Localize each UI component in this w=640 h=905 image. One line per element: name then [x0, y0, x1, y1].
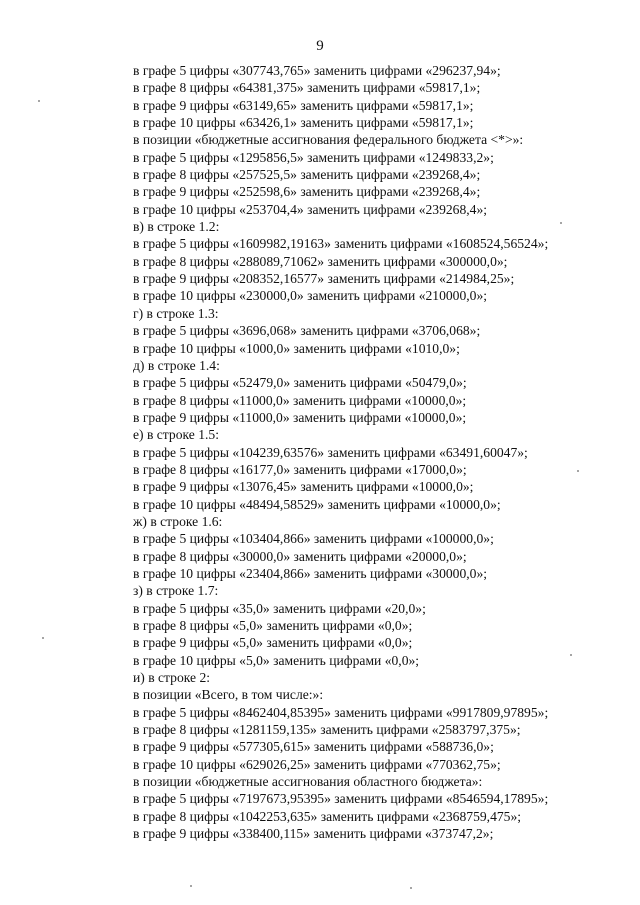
text-line: в графе 9 цифры «63149,65» заменить цифрами «59817,1»; [133, 97, 474, 113]
text-line: в графе 8 цифры «1042253,635» заменить цифрами «2368759,475»; [133, 808, 522, 824]
text-line: в графе 9 цифры «13076,45» заменить цифрами «10000,0»; [133, 479, 474, 495]
text-line: в графе 8 цифры «257525,5» заменить цифрами «239268,4»; [133, 167, 481, 183]
text-line: в графе 8 цифры «64381,375» заменить цифрами «59817,1»; [133, 80, 481, 96]
text-line: в графе 9 цифры «338400,115» заменить цифрами «373747,2»; [133, 826, 494, 842]
text-line: в графе 5 цифры «3696,068» заменить цифрами «3706,068»; [133, 323, 481, 339]
text-line: в графе 10 цифры «63426,1» заменить цифрами «59817,1»; [133, 115, 474, 131]
text-line: в графе 10 цифры «5,0» заменить цифрами «0,0»; [133, 652, 420, 668]
text-line: в графе 5 цифры «52479,0» заменить цифрами «50479,0»; [133, 375, 467, 391]
document-body [133, 62, 613, 842]
text-line: в графе 8 цифры «16177,0» заменить цифрами «17000,0»; [133, 461, 467, 477]
text-line: в графе 5 цифры «8462404,85395» заменить цифрами «9917809,97895»; [133, 704, 549, 720]
text-line: в графе 5 цифры «1609982,19163» заменить цифрами «1608524,56524»; [133, 236, 549, 252]
text-line: в графе 10 цифры «230000,0» заменить цифрами «210000,0»; [133, 288, 488, 304]
text-line: в графе 5 цифры «307743,765» заменить цифрами «296237,94»; [133, 63, 501, 78]
text-line: е) в строке 1.5: [133, 427, 219, 443]
text-line: ж) в строке 1.6: [133, 513, 223, 529]
scan-speck [577, 470, 579, 472]
text-line: в графе 9 цифры «252598,6» заменить цифрами «239268,4»; [133, 184, 481, 200]
scan-speck [42, 637, 44, 639]
scan-speck [190, 885, 192, 887]
text-line: в графе 9 цифры «5,0» заменить цифрами «0,0»; [133, 635, 413, 651]
text-line: в позиции «бюджетные ассигнования областного бюджета»: [133, 774, 483, 790]
text-line: г) в строке 1.3: [133, 305, 219, 321]
text-line: д) в строке 1.4: [133, 357, 220, 373]
text-line: в графе 5 цифры «7197673,95395» заменить цифрами «8546594,17895»; [133, 791, 549, 807]
text-line: в графе 10 цифры «23404,866» заменить цифрами «30000,0»; [133, 565, 488, 581]
scan-speck [570, 654, 572, 656]
text-line: в позиции «бюджетные ассигнования федерального бюджета <*>»: [133, 132, 524, 148]
text-line: в графе 8 цифры «5,0» заменить цифрами «0,0»; [133, 618, 413, 633]
text-line: в графе 8 цифры «30000,0» заменить цифрами «20000,0»; [133, 548, 467, 564]
page-number: 9 [316, 38, 324, 54]
text-line: в графе 10 цифры «48494,58529» заменить цифрами «10000,0»; [133, 496, 501, 512]
text-line: з) в строке 1.7: [133, 583, 219, 599]
text-line: в графе 5 цифры «1295856,5» заменить цифрами «1249833,2»; [133, 149, 494, 165]
text-line: в графе 9 цифры «11000,0» заменить цифрами «10000,0»; [133, 409, 467, 425]
scan-speck [560, 222, 562, 224]
text-line: и) в строке 2: [133, 670, 211, 686]
text-line: в графе 8 цифры «1281159,135» заменить цифрами «2583797,375»; [133, 722, 521, 738]
text-line: в графе 10 цифры «1000,0» заменить цифрами «1010,0»; [133, 340, 460, 356]
text-line: в графе 8 цифры «11000,0» заменить цифрами «10000,0»; [133, 392, 467, 408]
text-line: в графе 5 цифры «35,0» заменить цифрами «20,0»; [133, 600, 426, 616]
text-line: в графе 10 цифры «253704,4» заменить цифрами «239268,4»; [133, 201, 488, 217]
text-line: в графе 10 цифры «629026,25» заменить цифрами «770362,75»; [133, 756, 501, 772]
text-line: в графе 5 цифры «104239,63576» заменить цифрами «63491,60047»; [133, 444, 528, 460]
scan-speck [410, 887, 412, 889]
text-line: в графе 5 цифры «103404,866» заменить цифрами «100000,0»; [133, 531, 494, 547]
scan-speck [38, 100, 40, 102]
text-line: в) в строке 1.2: [133, 219, 220, 235]
text-line: в графе 9 цифры «577305,615» заменить цифрами «588736,0»; [133, 739, 494, 755]
text-line: в графе 9 цифры «208352,16577» заменить цифрами «214984,25»; [133, 271, 515, 287]
text-line: в позиции «Всего, в том числе:»: [133, 687, 324, 703]
text-line: в графе 8 цифры «288089,71062» заменить цифрами «300000,0»; [133, 253, 508, 269]
